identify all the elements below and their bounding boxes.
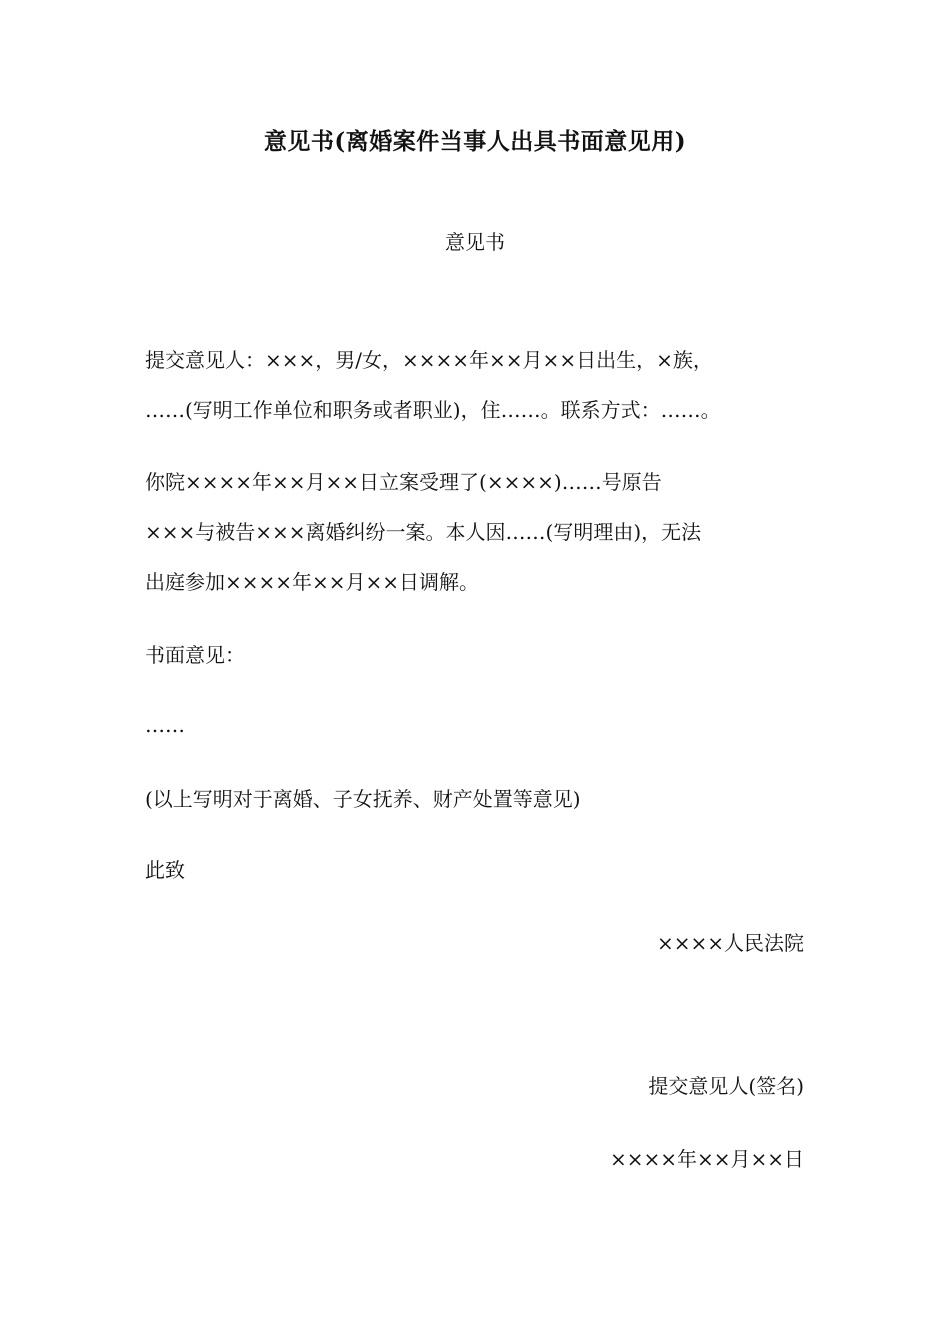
- salutation: 此致: [145, 858, 185, 882]
- document-subtitle: 意见书: [445, 230, 505, 254]
- court-name: ××××人民法院: [656, 931, 804, 955]
- case-info-line-1: 你院××××年××月××日立案受理了(××××)……号原告: [145, 470, 662, 494]
- case-info-line-2: ×××与被告×××离婚纠纷一案。本人因……(写明理由)，无法: [145, 520, 702, 544]
- opinion-label: 书面意见：: [145, 643, 245, 667]
- signature-line: 提交意见人(签名): [648, 1074, 804, 1098]
- opinion-content: ……: [145, 713, 185, 737]
- case-info-line-3: 出庭参加××××年××月××日调解。: [145, 570, 480, 594]
- applicant-info-line-2: ……(写明工作单位和职务或者职业)，住……。联系方式：……。: [145, 398, 721, 422]
- applicant-info-line-1: 提交意见人：×××，男/女，××××年××月××日出生，×族，: [145, 348, 713, 372]
- document-title: 意见书(离婚案件当事人出具书面意见用): [263, 128, 687, 155]
- opinion-note: (以上写明对于离婚、子女抚养、财产处置等意见): [145, 787, 581, 811]
- date-line: ××××年××月××日: [609, 1147, 804, 1171]
